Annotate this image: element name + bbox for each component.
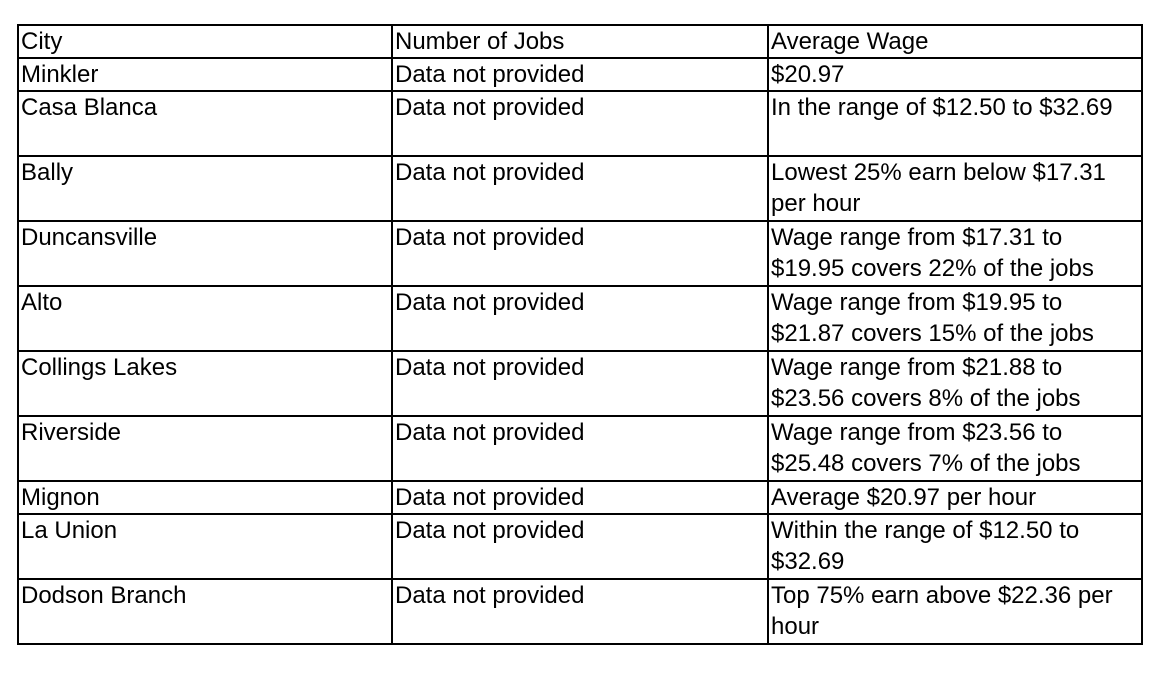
- header-city: City: [18, 25, 392, 58]
- jobs-cell: Data not provided: [392, 286, 768, 351]
- jobs-cell: Data not provided: [392, 58, 768, 91]
- city-cell: Bally: [18, 156, 392, 221]
- city-cell: Dodson Branch: [18, 579, 392, 644]
- table-row: [18, 416, 1142, 481]
- wage-cell: Wage range from $19.95 to $21.87 covers 15% of the jobs: [768, 286, 1142, 351]
- wage-cell: Wage range from $23.56 to $25.48 covers 7% of the jobs: [768, 416, 1142, 481]
- city-cell: La Union: [18, 514, 392, 579]
- jobs-cell: Data not provided: [392, 579, 768, 644]
- table-row: [18, 156, 1142, 221]
- table-row: [18, 351, 1142, 416]
- jobs-cell: Data not provided: [392, 416, 768, 481]
- wage-cell: In the range of $12.50 to $32.69: [768, 91, 1142, 156]
- wage-cell: $20.97: [768, 58, 1142, 91]
- header-number-of-jobs: Number of Jobs: [392, 25, 768, 58]
- header-average-wage: Average Wage: [768, 25, 1142, 58]
- table-row: [18, 481, 1142, 514]
- jobs-cell: Data not provided: [392, 481, 768, 514]
- jobs-cell: Data not provided: [392, 156, 768, 221]
- wage-table-container: [17, 24, 1143, 645]
- city-cell: Casa Blanca: [18, 91, 392, 156]
- wage-cell: Average $20.97 per hour: [768, 481, 1142, 514]
- table-row: [18, 579, 1142, 644]
- wage-cell: Wage range from $21.88 to $23.56 covers 8% of the jobs: [768, 351, 1142, 416]
- jobs-cell: Data not provided: [392, 351, 768, 416]
- table-row: [18, 58, 1142, 91]
- wage-cell: Within the range of $12.50 to $32.69: [768, 514, 1142, 579]
- table-row: [18, 91, 1142, 156]
- jobs-cell: Data not provided: [392, 221, 768, 286]
- wage-table: [17, 24, 1143, 645]
- city-cell: Mignon: [18, 481, 392, 514]
- table-row: [18, 221, 1142, 286]
- city-cell: Collings Lakes: [18, 351, 392, 416]
- table-row: [18, 286, 1142, 351]
- jobs-cell: Data not provided: [392, 514, 768, 579]
- wage-cell: Lowest 25% earn below $17.31 per hour: [768, 156, 1142, 221]
- header-row: [18, 25, 1142, 58]
- city-cell: Minkler: [18, 58, 392, 91]
- wage-cell: Top 75% earn above $22.36 per hour: [768, 579, 1142, 644]
- city-cell: Riverside: [18, 416, 392, 481]
- jobs-cell: Data not provided: [392, 91, 768, 156]
- city-cell: Alto: [18, 286, 392, 351]
- table-row: [18, 514, 1142, 579]
- wage-cell: Wage range from $17.31 to $19.95 covers 22% of the jobs: [768, 221, 1142, 286]
- city-cell: Duncansville: [18, 221, 392, 286]
